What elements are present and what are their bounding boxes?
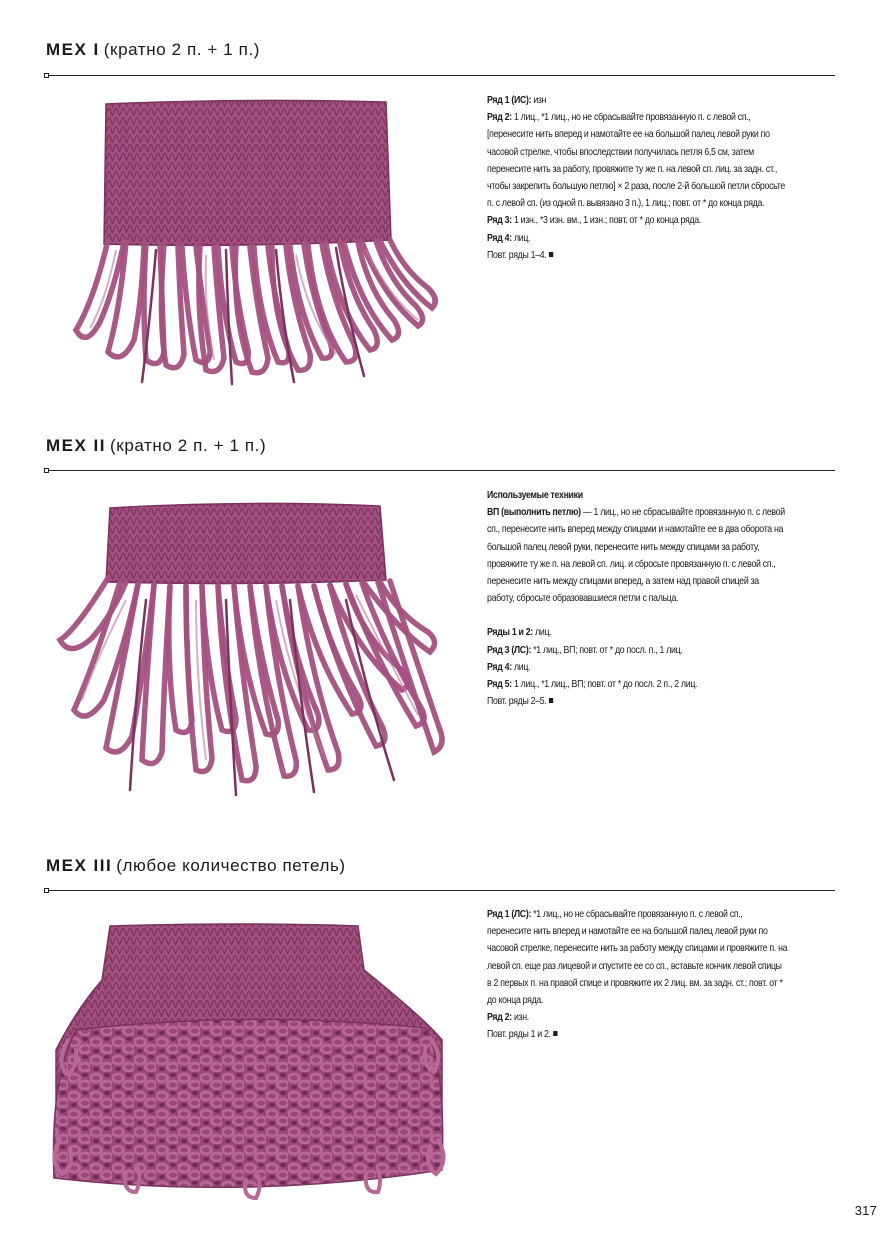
section-heading bbox=[46, 856, 346, 876]
instruction-line: Повт. ряды 1 и 2. bbox=[487, 1026, 788, 1043]
section-heading bbox=[46, 436, 266, 456]
section-instructions bbox=[487, 906, 788, 1044]
section-title: МЕХ I bbox=[46, 40, 100, 59]
section-instructions bbox=[487, 487, 788, 710]
instruction-line: Ряд 2: изн. bbox=[487, 1012, 529, 1024]
intro-heading: Используемые техники bbox=[487, 490, 583, 501]
swatch-photo-mex-3 bbox=[46, 910, 451, 1200]
instruction-line: Повт. ряды 1–4. bbox=[487, 247, 788, 264]
section-subtitle: (любое количество петель) bbox=[116, 856, 346, 875]
rule-endpoint bbox=[44, 468, 49, 473]
rule-endpoint bbox=[44, 73, 49, 78]
page-number: 317 bbox=[854, 1203, 877, 1218]
end-square-icon bbox=[553, 1031, 557, 1036]
loop-fringe bbox=[76, 240, 435, 373]
section-rule bbox=[46, 890, 835, 891]
instruction-line: Ряды 1 и 2: лиц. bbox=[487, 627, 552, 639]
section-heading bbox=[46, 40, 260, 60]
swatch-photo-mex-2 bbox=[46, 490, 451, 805]
instruction-line: Ряд 3 (ЛС): *1 лиц., ВП; повт. от * до посл. п., 1 лиц. bbox=[487, 644, 683, 656]
instruction-line: Ряд 1 (ЛС): *1 лиц., но не сбрасывайте провязанную п. с левой сп., перенесите нить вперед и намотайте ее на большой палец левой руки по часовой стрелке, перенесите нить за работу между спицами и провяжите п. на левой сп. еще раз лицевой и спустите ее со сп., вставьте кончик левой спицы в 2 первых п. на правой спице и провяжите их 2 лиц. вм. за задн. ст.; повт. от * до конца ряда. bbox=[487, 909, 788, 1007]
section-subtitle: (кратно 2 п. + 1 п.) bbox=[110, 436, 267, 455]
section-rule bbox=[46, 470, 835, 471]
instruction-line: Повт. ряды 2–5. bbox=[487, 693, 788, 710]
end-square-icon bbox=[549, 698, 553, 703]
instruction-line: Ряд 4: лиц. bbox=[487, 661, 531, 673]
section-rule bbox=[46, 75, 835, 76]
intro-text: ВП (выполнить петлю) — 1 лиц., но не сбрасывайте провязанную п. с левой сп., перенесите нить вперед между спицами и намотайте ее в два оборота на большой палец левой руки, перенесите нить между спицами за работу, провяжите ту же п. на левой сп. лиц. и сбросьте провязанную п. с левой сп., перенесите нить между спицами вперед, а затем над правой спицей за работу, сбросьте образовавшиеся петли с пальца. bbox=[487, 507, 785, 605]
section-title: МЕХ III bbox=[46, 856, 113, 875]
section-subtitle: (кратно 2 п. + 1 п.) bbox=[103, 40, 261, 59]
instruction-line: Ряд 3: 1 изн., *3 изн. вм., 1 изн.; повт. от * до конца ряда. bbox=[487, 215, 701, 227]
rule-endpoint bbox=[44, 888, 49, 893]
instruction-line: Ряд 5: 1 лиц., *1 лиц., ВП; повт. от * до посл. 2 п., 2 лиц. bbox=[487, 679, 698, 691]
section-title: МЕХ II bbox=[46, 436, 107, 455]
instruction-line: Ряд 2: 1 лиц., *1 лиц., но не сбрасывайте провязанную п. с левой сп., [перенесите нить вперед и намотайте ее на большой палец левой руки по часовой стрелке, чтобы впоследствии получилась петля 6,5 см, затем перенесите нить за работу, провяжите ту же п. на левой сп. лиц. за задн. ст., чтобы закрепить большую петлю] × 2 раза, после 2-й большой петли сбросьте п. с левой сп. (из одной п. вывязано 3 п.), 1 лиц.; повт. от * до конца ряда. bbox=[487, 112, 785, 210]
end-square-icon bbox=[549, 252, 553, 257]
swatch-photo-mex-1 bbox=[46, 90, 451, 390]
section-instructions bbox=[487, 92, 788, 264]
instruction-line: Ряд 1 (ИС): изн bbox=[487, 95, 547, 106]
instruction-line: Ряд 4: лиц. bbox=[487, 232, 531, 244]
curl-fringe bbox=[53, 1019, 442, 1187]
